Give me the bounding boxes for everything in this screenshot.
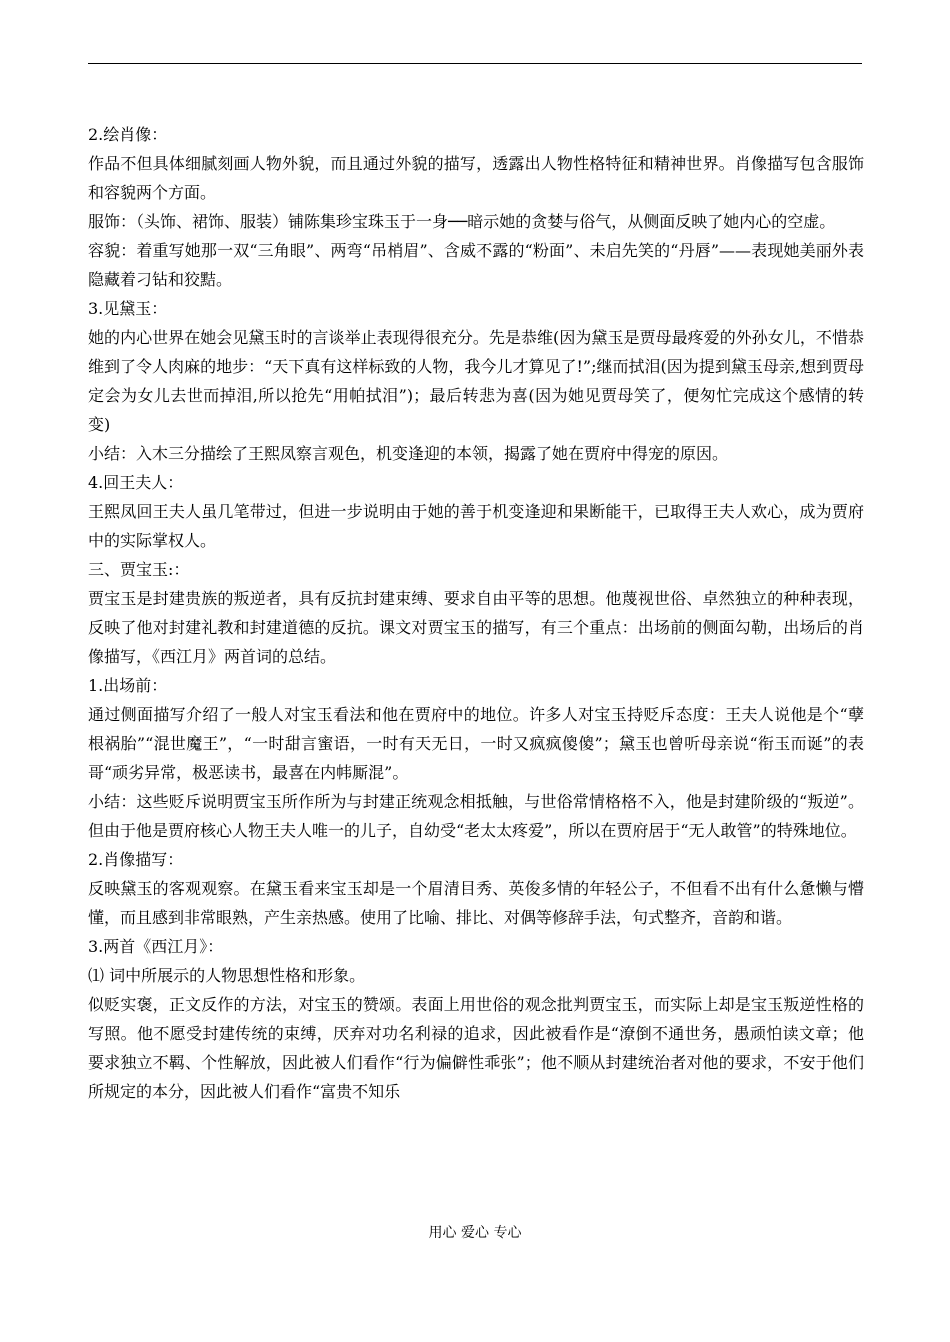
paragraph: 容貌：着重写她那一双“三角眼”、两弯“吊梢眉”、含威不露的“粉面”、未启先笑的“丹唇”——表现她美丽外表隐藏着刁钻和狡黠。	[88, 241, 864, 289]
paragraph: 服饰：（头饰、裙饰、服装）铺陈集珍宝珠玉于一身──暗示她的贪婪与俗气，从侧面反映了她内心的空虚。	[88, 212, 836, 231]
header-rule	[88, 63, 862, 64]
heading-portrait-description: 2.肖像描写：	[88, 850, 184, 869]
paragraph: 她的内心世界在她会见黛玉时的言谈举止表现得很充分。先是恭维(因为黛玉是贾母最疼爱的外孙女儿，不惜恭维到了令人肉麻的地步：“天下真有这样标致的人物，我今儿才算见了!”;继而拭泪(因为提到黛玉母亲,想到贾母定会为女儿去世而掉泪,所以抢先“用帕拭泪”)；最后转悲为喜(因为她见贾母笑了，便匆忙完成这个感情的转变)	[88, 328, 864, 434]
heading-meet-daiyu: 3.见黛玉：	[88, 299, 168, 318]
page-footer: 用心 爱心 专心	[428, 1225, 522, 1241]
heading-portrait: 2.绘肖像：	[88, 125, 168, 144]
paragraph: 作品不但具体细腻刻画人物外貌，而且通过外貌的描写，透露出人物性格特征和精神世界。肖像描写包含服饰和容貌两个方面。	[88, 154, 864, 202]
heading-xijiangyue: 3.两首《西江月》：	[88, 937, 224, 956]
summary-paragraph: 小结：入木三分描绘了王熙凤察言观色，机变逢迎的本领，揭露了她在贾府中得宠的原因。	[88, 444, 729, 463]
paragraph: 反映黛玉的客观观察。在黛玉看来宝玉却是一个眉清目秀、英俊多情的年轻公子，不但看不出有什么惫懒与懵懂，而且感到非常眼熟，产生亲热感。使用了比喻、排比、对偶等修辞手法，句式整齐，音韵和谐。	[88, 879, 864, 927]
heading-reply-madam-wang: 4.回王夫人：	[88, 473, 184, 492]
heading-before-entrance: 1.出场前：	[88, 676, 168, 695]
paragraph: 似贬实褒，正文反作的方法，对宝玉的赞颂。表面上用世俗的观念批判贾宝玉，而实际上却是宝玉叛逆性格的写照。他不愿受封建传统的束缚，厌弃对功名利禄的追求，因此被看作是“潦倒不通世务，愚顽怕读文章；他要求独立不羁、个性解放，因此被人们看作“行为偏僻性乖张”；他不顺从封建统治者对他的要求，不安于他们所规定的本分，因此被人们看作“富贵不知乐	[88, 995, 864, 1101]
heading-jia-baoyu: 三、贾宝玉:：	[88, 560, 190, 579]
subheading: ⑴ 词中所展示的人物思想性格和形象。	[88, 966, 366, 985]
document-body	[88, 120, 864, 1106]
paragraph: 贾宝玉是封建贵族的叛逆者，具有反抗封建束缚、要求自由平等的思想。他蔑视世俗、卓然独立的种种表现，反映了他对封建礼教和封建道德的反抗。课文对贾宝玉的描写，有三个重点：出场前的侧面勾勒，出场后的肖像描写，《西江月》两首词的总结。	[88, 589, 864, 666]
summary-paragraph: 小结：这些贬斥说明贾宝玉所作所为与封建正统观念相抵触，与世俗常情格格不入，他是封建阶级的“叛逆”。但由于他是贾府核心人物王夫人唯一的儿子，自幼受“老太太疼爱”，所以在贾府居于“无人敢管”的特殊地位。	[88, 792, 864, 840]
paragraph: 王熙凤回王夫人虽几笔带过，但进一步说明由于她的善于机变逢迎和果断能干，已取得王夫人欢心，成为贾府中的实际掌权人。	[88, 502, 864, 550]
paragraph: 通过侧面描写介绍了一般人对宝玉看法和他在贾府中的地位。许多人对宝玉持贬斥态度：王夫人说他是个“孽根祸胎”“混世魔王”，“一时甜言蜜语，一时有天无日，一时又疯疯傻傻”；黛玉也曾听母亲说“衔玉而诞”的表哥“顽劣异常，极恶读书，最喜在内帏厮混”。	[88, 705, 864, 782]
